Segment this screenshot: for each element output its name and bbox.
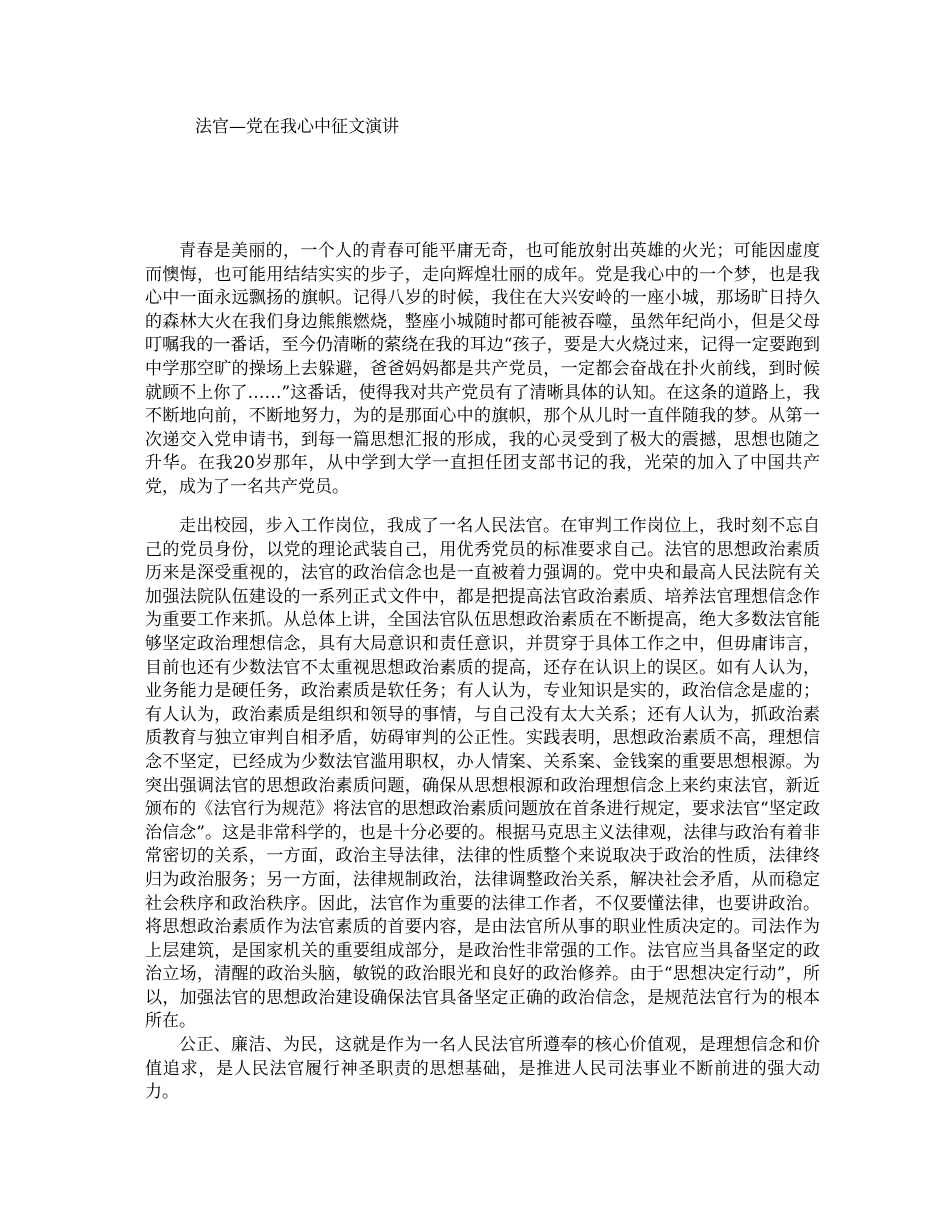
document-title: 法官—党在我心中征文演讲: [195, 117, 399, 137]
paragraph-1: 青春是美丽的，一个人的青春可能平庸无奇，也可能放射出英雄的火光；可能因虚度而懊悔，也可能用结结实实的步子，走向辉煌壮丽的成年。党是我心中的一个梦，也是我心中一面永远飘扬的旗帜。记得八岁的时候，我住在大兴安岭的一座小城，那场旷日持久的森林大火在我们身边熊熊燃烧，整座小城随时都可能被吞噬，虽然年纪尚小，但是父母叮嘱我的一番话，至今仍清晰的萦绕在我的耳边“孩子，要是大火烧过来，记得一定要跑到中学那空旷的操场上去躲避，爸爸妈妈都是共产党员，一定都会奋战在扑火前线，到时候就顾不上你了……”这番话，使得我对共产党员有了清晰具体的认知。在这条的道路上，我不断地向前，不断地努力，为的是那面心中的旗帜，那个从儿时一直伴随我的梦。从第一次递交入党申请书，到每一篇思想汇报的形成，我的心灵受到了极大的震撼，思想也随之升华。在我20岁那年，从中学到大学一直担任团支部书记的我，光荣的加入了中国共产党，成为了一名共产党员。: [145, 241, 820, 497]
paragraph-3: 公正、廉洁、为民，这就是作为一名人民法官所遵奉的核心价值观，是理想信念和价值追求，是人民法官履行神圣职责的思想基础，是推进人民司法事业不断前进的强大动力。: [145, 1035, 820, 1103]
paragraph-2: 走出校园，步入工作岗位，我成了一名人民法官。在审判工作岗位上，我时刻不忘自己的党员身份，以党的理论武装自己，用优秀党员的标准要求自己。法官的思想政治素质历来是深受重视的，法官的政治信念也是一直被着力强调的。党中央和最高人民法院有关加强法院队伍建设的一系列正式文件中，都是把提高法官政治素质、培养法官理想信念作为重要工作来抓。从总体上讲，全国法官队伍思想政治素质在不断提高，绝大多数法官能够坚定政治理想信念，具有大局意识和责任意识，并贯穿于具体工作之中，但毋庸讳言，目前也还有少数法官不太重视思想政治素质的提高，还存在认识上的误区。如有人认为，业务能力是硬任务，政治素质是软任务；有人认为，专业知识是实的，政治信念是虚的；有人认为，政治素质是组织和领导的事情，与自己没有太大关系；还有人认为，抓政治素质教育与独立审判自相矛盾，妨碍审判的公正性。实践表明，思想政治素质不高，理想信念不坚定，已经成为少数法官滥用职权，办人情案、关系案、金钱案的重要思想根源。为突出强调法官的思想政治素质问题，确保从思想根源和政治理想信念上来约束法官，新近颁布的《法官行为规范》将法官的思想政治素质问题放在首条进行规定，要求法官“坚定政治信念”。这是非常科学的，也是十分必要的。根据马克思主义法律观，法律与政治有着非常密切的关系，一方面，政治主导法律，法律的性质整个来说取决于政治的性质，法律终归为政治服务；另一方面，法律规制政治，法律调整政治关系，解决社会矛盾，从而稳定社会秩序和政治秩序。因此，法官作为重要的法律工作者，不仅要懂法律，也要讲政治。将思想政治素质作为法官素质的首要内容，是由法官所从事的职业性质决定的。司法作为上层建筑，是国家机关的重要组成部分，是政治性非常强的工作。法官应当具备坚定的政治立场，清醒的政治头脑，敏锐的政治眼光和良好的政治修养。由于“思想决定行动”，所以，加强法官的思想政治建设确保法官具备坚定正确的政治信念，是规范法官行为的根本所在。: [145, 516, 820, 1032]
